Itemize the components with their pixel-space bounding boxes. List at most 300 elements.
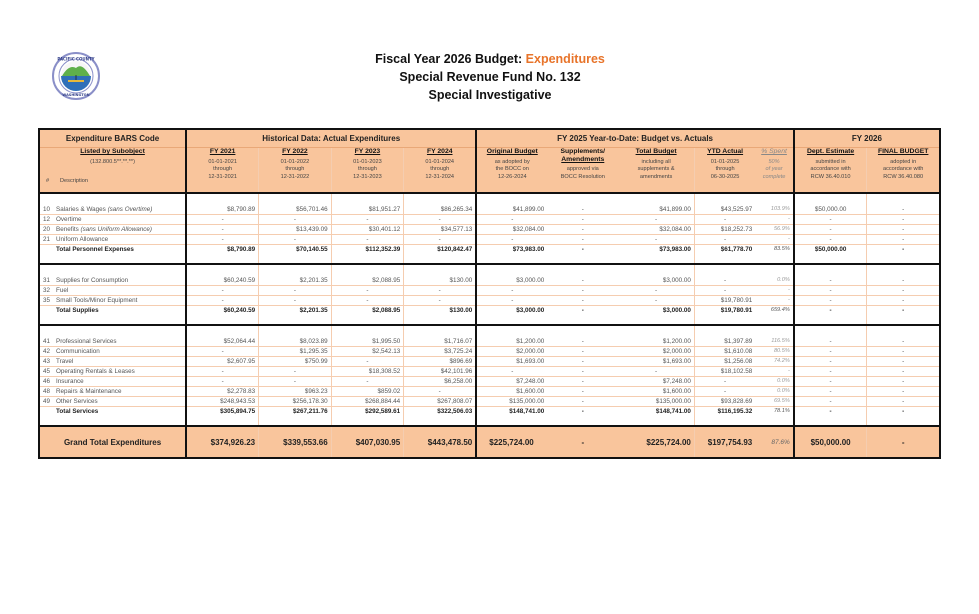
cell-supp: -	[547, 397, 618, 407]
subtotal-pct: 83.5%	[755, 245, 794, 255]
pct-l2: of year	[765, 166, 783, 172]
row-description	[39, 286, 186, 296]
cell-fy24: -	[404, 235, 477, 245]
cell-orig: -	[476, 296, 547, 306]
spacer-cell	[794, 416, 867, 426]
cell-fy22: $2,201.35	[259, 276, 332, 286]
cell-fy24: -	[404, 387, 477, 397]
cell-final: -	[867, 347, 940, 357]
cell-fy21: -	[186, 367, 259, 377]
spacer-cell	[867, 315, 940, 325]
spacer-cell	[404, 254, 477, 264]
spacer-cell	[618, 325, 694, 337]
spacer-row	[39, 416, 940, 426]
spacer-row	[39, 193, 940, 205]
cell-dept: -	[794, 377, 867, 387]
spacer-cell	[694, 416, 755, 426]
ytd-l1: 01-01-2025	[710, 158, 740, 165]
spacer-cell	[694, 315, 755, 325]
cell-total: -	[618, 296, 694, 306]
cell-supp: -	[547, 347, 618, 357]
fy2023-start: 01-01-2023	[353, 158, 382, 165]
cell-ytd: -	[694, 387, 755, 397]
cell-pct: 56.9%	[755, 225, 794, 235]
fy2023-end: 12-31-2023	[353, 173, 382, 180]
total-l1: including all	[641, 158, 671, 165]
spacer-cell	[186, 315, 259, 325]
cell-fy21: -	[186, 286, 259, 296]
spacer-cell	[186, 254, 259, 264]
cell-total: -	[618, 215, 694, 225]
cell-dept: -	[794, 337, 867, 347]
spacer-cell	[867, 193, 940, 205]
subtotal-row	[39, 306, 940, 316]
cell-supp: -	[547, 377, 618, 387]
cell-fy23: -	[331, 235, 404, 245]
grand-fy21: $374,926.23	[186, 426, 259, 458]
spacer-cell	[755, 254, 794, 264]
grand-fy22: $339,553.66	[259, 426, 332, 458]
subtotal-dept: $50,000.00	[814, 246, 847, 253]
description-text: Operating Rentals & Leases	[56, 368, 135, 375]
spacer-cell	[259, 315, 332, 325]
header-final-budget	[867, 148, 940, 194]
spacer-cell	[186, 325, 259, 337]
subtotal-dept: -	[829, 408, 832, 415]
cell-orig: -	[476, 215, 547, 225]
row-description	[39, 276, 186, 286]
spacer-cell	[186, 193, 259, 205]
cell-ytd: $19,780.91	[694, 296, 755, 306]
grand-final: -	[867, 426, 940, 458]
cell-orig: $32,084.00	[476, 225, 547, 235]
group-header-row	[39, 129, 940, 148]
description-text: Overtime	[56, 216, 82, 223]
bars-number: 31	[43, 277, 51, 284]
table-row	[39, 397, 940, 407]
subtotal-total: $3,000.00	[662, 307, 691, 314]
cell-fy24: $896.69	[404, 357, 477, 367]
bars-number: 41	[43, 338, 51, 345]
row-description	[39, 337, 186, 347]
spacer-cell	[259, 254, 332, 264]
cell-final: -	[867, 387, 940, 397]
fy2024-start: 01-01-2024	[425, 158, 455, 165]
bars-pattern: (132.800.5**.**.**)	[90, 158, 135, 165]
spacer-cell	[259, 416, 332, 426]
spacer-cell	[547, 416, 618, 426]
cell-fy21: -	[186, 215, 259, 225]
cell-total: $32,084.00	[618, 225, 694, 235]
cell-fy22: -	[259, 286, 332, 296]
spacer-cell	[476, 315, 547, 325]
cell-fy22: $8,023.89	[259, 337, 332, 347]
cell-pct: -	[755, 296, 794, 306]
spacer-cell	[694, 254, 755, 264]
spacer-cell	[404, 264, 477, 276]
cell-supp: -	[547, 205, 618, 215]
description-text: Communication	[56, 348, 100, 355]
grand-dept: $50,000.00	[794, 426, 867, 458]
title-accent: Expenditures	[525, 52, 605, 66]
spacer-cell	[404, 416, 477, 426]
cell-pct: 103.9%	[755, 205, 794, 215]
subtotal-ytd: $116,195.32	[694, 407, 755, 417]
cell-pct: -	[755, 367, 794, 377]
header-total-budget	[618, 148, 694, 194]
fy2024-through: through	[430, 166, 450, 172]
header-supplements	[547, 148, 618, 194]
county-seal-icon	[52, 52, 100, 100]
cell-fy23: -	[331, 296, 404, 306]
header-bars-code: Expenditure BARS Code	[39, 129, 186, 148]
cell-fy24: -	[404, 286, 477, 296]
subtotal-fy24: $120,842.47	[404, 245, 477, 255]
cell-total: $1,200.00	[618, 337, 694, 347]
cell-pct: -	[755, 286, 794, 296]
grand-total-budget: $225,724.00	[618, 426, 694, 458]
cell-fy22: $750.99	[259, 357, 332, 367]
cell-fy21: $248,943.53	[186, 397, 259, 407]
spacer-cell	[331, 193, 404, 205]
cell-ytd: $93,828.69	[694, 397, 755, 407]
cell-dept: -	[794, 387, 867, 397]
spacer-cell	[618, 416, 694, 426]
cell-orig: $1,693.00	[476, 357, 547, 367]
description-text: Supplies for Consumption	[56, 277, 129, 284]
table-row	[39, 205, 940, 215]
subtotal-fy23: $292,589.61	[331, 407, 404, 417]
cell-fy24: $34,577.13	[404, 225, 477, 235]
cell-total: $135,000.00	[618, 397, 694, 407]
cell-fy21: $2,607.95	[186, 357, 259, 367]
cell-fy24: -	[404, 215, 477, 225]
cell-fy24: $6,258.00	[404, 377, 477, 387]
ytd-l3: 06-30-2025	[710, 173, 740, 180]
spacer-cell	[867, 264, 940, 276]
cell-orig: $3,000.00	[476, 276, 547, 286]
cell-ytd: $18,252.73	[694, 225, 755, 235]
cell-supp: -	[547, 337, 618, 347]
header-fy2021	[186, 148, 259, 194]
table-row	[39, 225, 940, 235]
fy2022-title: FY 2022	[282, 148, 308, 155]
grand-total-label: Grand Total Expenditures	[39, 426, 186, 458]
spacer-cell	[755, 193, 794, 205]
spacer-cell	[867, 416, 940, 426]
spacer-cell	[694, 325, 755, 337]
cell-supp: -	[547, 225, 618, 235]
cell-final: -	[867, 286, 940, 296]
cell-fy21: $52,064.44	[186, 337, 259, 347]
cell-supp: -	[547, 367, 618, 377]
grand-orig: $225,724.00	[476, 426, 547, 458]
cell-total: $1,693.00	[618, 357, 694, 367]
cell-pct: 69.5%	[755, 397, 794, 407]
spacer-cell	[331, 254, 404, 264]
fy2024-end: 12-31-2024	[425, 173, 455, 180]
row-description	[39, 215, 186, 225]
subtotal-fy21: $305,894.75	[220, 408, 256, 415]
cell-orig: -	[476, 367, 547, 377]
spacer-cell	[259, 193, 332, 205]
header-original-budget	[476, 148, 547, 194]
subtotal-total: $148,741.00	[655, 408, 691, 415]
fy2023-title: FY 2023	[354, 148, 381, 155]
table-row	[39, 296, 940, 306]
spacer-cell	[694, 193, 755, 205]
cell-fy22: -	[259, 296, 332, 306]
cell-supp: -	[547, 286, 618, 296]
subtotal-dept: -	[829, 307, 832, 314]
header-fy2023	[331, 148, 404, 194]
row-description	[39, 357, 186, 367]
fy2022-through: through	[285, 166, 305, 172]
row-description	[39, 235, 186, 245]
supp-l2: BOCC Resolution	[560, 173, 605, 180]
final-title: FINAL BUDGET	[877, 148, 929, 155]
cell-ytd: $43,525.97	[694, 205, 755, 215]
final-l1: adopted in	[890, 158, 917, 165]
spacer-cell	[794, 254, 867, 264]
row-description	[39, 225, 186, 235]
cell-ytd: $1,256.08	[694, 357, 755, 367]
row-description	[39, 377, 186, 387]
report-title	[290, 50, 690, 104]
dept-l1: submitted in	[815, 158, 846, 165]
subtotal-row	[39, 245, 940, 255]
spacer-cell	[476, 325, 547, 337]
cell-orig: $1,200.00	[476, 337, 547, 347]
cell-fy21: $60,240.59	[186, 276, 259, 286]
cell-dept: -	[794, 347, 867, 357]
cell-pct: 0.0%	[755, 377, 794, 387]
cell-orig: -	[476, 286, 547, 296]
svg-text:WASHINGTON: WASHINGTON	[62, 93, 90, 97]
subtotal-label: Total Services	[39, 407, 186, 417]
cell-supp: -	[547, 357, 618, 367]
bars-number: 21	[43, 236, 51, 243]
cell-final: -	[867, 367, 940, 377]
spacer-cell	[476, 416, 547, 426]
cell-ytd: $1,397.89	[694, 337, 755, 347]
cell-fy24: $86,265.34	[404, 205, 477, 215]
cell-orig: $41,899.00	[476, 205, 547, 215]
description-note: (sans Overtime)	[107, 206, 153, 213]
cell-fy21: -	[186, 377, 259, 387]
bars-number: 10	[43, 206, 51, 213]
header-ytd-actual	[694, 148, 755, 194]
cell-fy21: -	[186, 225, 259, 235]
cell-total: -	[618, 286, 694, 296]
subtotal-label: Total Personnel Expenses	[39, 245, 186, 255]
cell-fy24: $1,716.07	[404, 337, 477, 347]
row-description	[39, 296, 186, 306]
cell-fy24: $42,101.96	[404, 367, 477, 377]
fy2022-end: 12-31-2022	[280, 173, 310, 180]
cell-supp: -	[547, 387, 618, 397]
table-row	[39, 377, 940, 387]
subtotal-final: -	[867, 245, 940, 255]
cell-fy21: -	[186, 347, 259, 357]
table-row	[39, 276, 940, 286]
spacer-cell	[39, 193, 186, 205]
subtotal-final: -	[867, 306, 940, 316]
cell-fy21: $2,278.83	[186, 387, 259, 397]
header-fy2025: FY 2025 Year-to-Date: Budget vs. Actuals	[476, 129, 794, 148]
cell-fy23: $18,308.52	[331, 367, 404, 377]
cell-ytd: $18,102.58	[694, 367, 755, 377]
spacer-cell	[404, 315, 477, 325]
subtotal-orig: $73,983.00	[512, 246, 545, 253]
cell-pct: 0.0%	[755, 387, 794, 397]
spacer-cell	[755, 264, 794, 276]
cell-ytd: -	[694, 235, 755, 245]
bars-number: 35	[43, 297, 51, 304]
dept-title: Dept. Estimate	[806, 148, 855, 155]
pct-title: % Spent	[761, 148, 787, 155]
supp-l1: approved via	[566, 166, 599, 172]
hash-label: #	[46, 177, 50, 184]
table-row	[39, 215, 940, 225]
header-pct-spent	[755, 148, 794, 194]
fy2024-title: FY 2024	[426, 148, 453, 155]
cell-fy23: -	[331, 357, 404, 367]
cell-dept: -	[794, 286, 867, 296]
table-row	[39, 357, 940, 367]
spacer-cell	[794, 193, 867, 205]
table-row	[39, 235, 940, 245]
cell-orig: $135,000.00	[476, 397, 547, 407]
cell-total: $2,000.00	[618, 347, 694, 357]
spacer-row	[39, 315, 940, 325]
bars-number: 20	[43, 226, 51, 233]
row-description	[39, 387, 186, 397]
subtotal-fy23: $2,088.95	[331, 306, 404, 316]
subtotal-ytd: $61,778.70	[694, 245, 755, 255]
grand-supp: -	[547, 426, 618, 458]
spacer-cell	[618, 254, 694, 264]
cell-total: $41,899.00	[618, 205, 694, 215]
cell-fy24: $3,725.24	[404, 347, 477, 357]
bars-number: 45	[43, 368, 51, 375]
grand-ytd: $197,754.93	[694, 426, 755, 458]
cell-pct: -	[755, 215, 794, 225]
fy2021-title: FY 2021	[209, 148, 236, 155]
cell-supp: -	[547, 235, 618, 245]
header-fy2022	[259, 148, 332, 194]
fy2021-end: 12-31-2021	[208, 173, 237, 180]
description-text: Fuel	[56, 287, 69, 294]
subtotal-row	[39, 407, 940, 417]
cell-ytd: $1,610.08	[694, 347, 755, 357]
cell-ytd: -	[694, 286, 755, 296]
cell-fy24: -	[404, 296, 477, 306]
row-description	[39, 205, 186, 215]
subtotal-ytd: $19,780.91	[694, 306, 755, 316]
listed-by-subobject: Listed by Subobject	[80, 148, 145, 155]
spacer-cell	[39, 254, 186, 264]
row-description	[39, 347, 186, 357]
cell-fy23: -	[331, 215, 404, 225]
header-description	[39, 148, 186, 194]
table-row	[39, 286, 940, 296]
spacer-cell	[794, 315, 867, 325]
cell-pct: 74.2%	[755, 357, 794, 367]
total-l2: supplements &	[637, 166, 675, 172]
cell-fy23: $2,542.13	[331, 347, 404, 357]
ytd-title: YTD Actual	[707, 148, 744, 155]
orig-title: Original Budget	[486, 148, 538, 155]
spacer-cell	[547, 325, 618, 337]
grand-pct: 87.6%	[755, 426, 794, 458]
cell-fy22: $56,701.46	[259, 205, 332, 215]
pct-l3: complete	[762, 173, 786, 180]
cell-total: -	[618, 367, 694, 377]
column-header-row	[39, 148, 940, 194]
cell-fy21: $8,790.89	[186, 205, 259, 215]
row-description	[39, 367, 186, 377]
spacer-cell	[259, 264, 332, 276]
fy2023-through: through	[357, 166, 377, 172]
subtotal-fy22: $267,211.76	[259, 407, 332, 417]
description-text: Repairs & Maintenance	[56, 388, 122, 395]
fy2021-start: 01-01-2021	[208, 158, 237, 165]
cell-fy22: -	[259, 367, 332, 377]
spacer-cell	[476, 254, 547, 264]
spacer-cell	[39, 416, 186, 426]
description-text: Insurance	[56, 378, 84, 385]
cell-total: $1,600.00	[618, 387, 694, 397]
cell-fy22: -	[259, 235, 332, 245]
grand-fy24: $443,478.50	[404, 426, 477, 458]
cell-dept: -	[794, 225, 867, 235]
cell-final: -	[867, 205, 940, 215]
cell-ytd: -	[694, 215, 755, 225]
cell-fy23: $81,951.27	[331, 205, 404, 215]
cell-fy23: -	[331, 286, 404, 296]
cell-orig: -	[476, 235, 547, 245]
spacer-cell	[755, 416, 794, 426]
spacer-cell	[331, 325, 404, 337]
description-note: (sans Uniform Allowance)	[80, 226, 153, 233]
cell-fy23: $268,884.44	[331, 397, 404, 407]
description-text: Salaries & Wages	[56, 206, 108, 213]
description-text: Small Tools/Minor Equipment	[56, 297, 138, 304]
spacer-cell	[186, 264, 259, 276]
total-title: Total Budget	[635, 148, 677, 155]
spacer-cell	[794, 325, 867, 337]
spacer-cell	[618, 193, 694, 205]
subtotal-fy21: $60,240.59	[223, 307, 256, 314]
grand-total-row	[39, 426, 940, 458]
cell-dept: -	[794, 357, 867, 367]
spacer-cell	[547, 264, 618, 276]
table-row	[39, 347, 940, 357]
cell-total: $3,000.00	[618, 276, 694, 286]
title-line-1	[290, 50, 690, 68]
bars-number: 32	[43, 287, 51, 294]
description-text: Professional Services	[56, 338, 117, 345]
title-prefix: Fiscal Year 2026 Budget:	[375, 52, 526, 66]
spacer-cell	[39, 315, 186, 325]
cell-fy22: $256,178.30	[259, 397, 332, 407]
subtotal-fy21: $8,790.89	[227, 246, 256, 253]
subtotal-fy22: $70,140.55	[259, 245, 332, 255]
cell-fy22: -	[259, 377, 332, 387]
cell-fy23: $30,401.12	[331, 225, 404, 235]
cell-fy22: $963.23	[259, 387, 332, 397]
